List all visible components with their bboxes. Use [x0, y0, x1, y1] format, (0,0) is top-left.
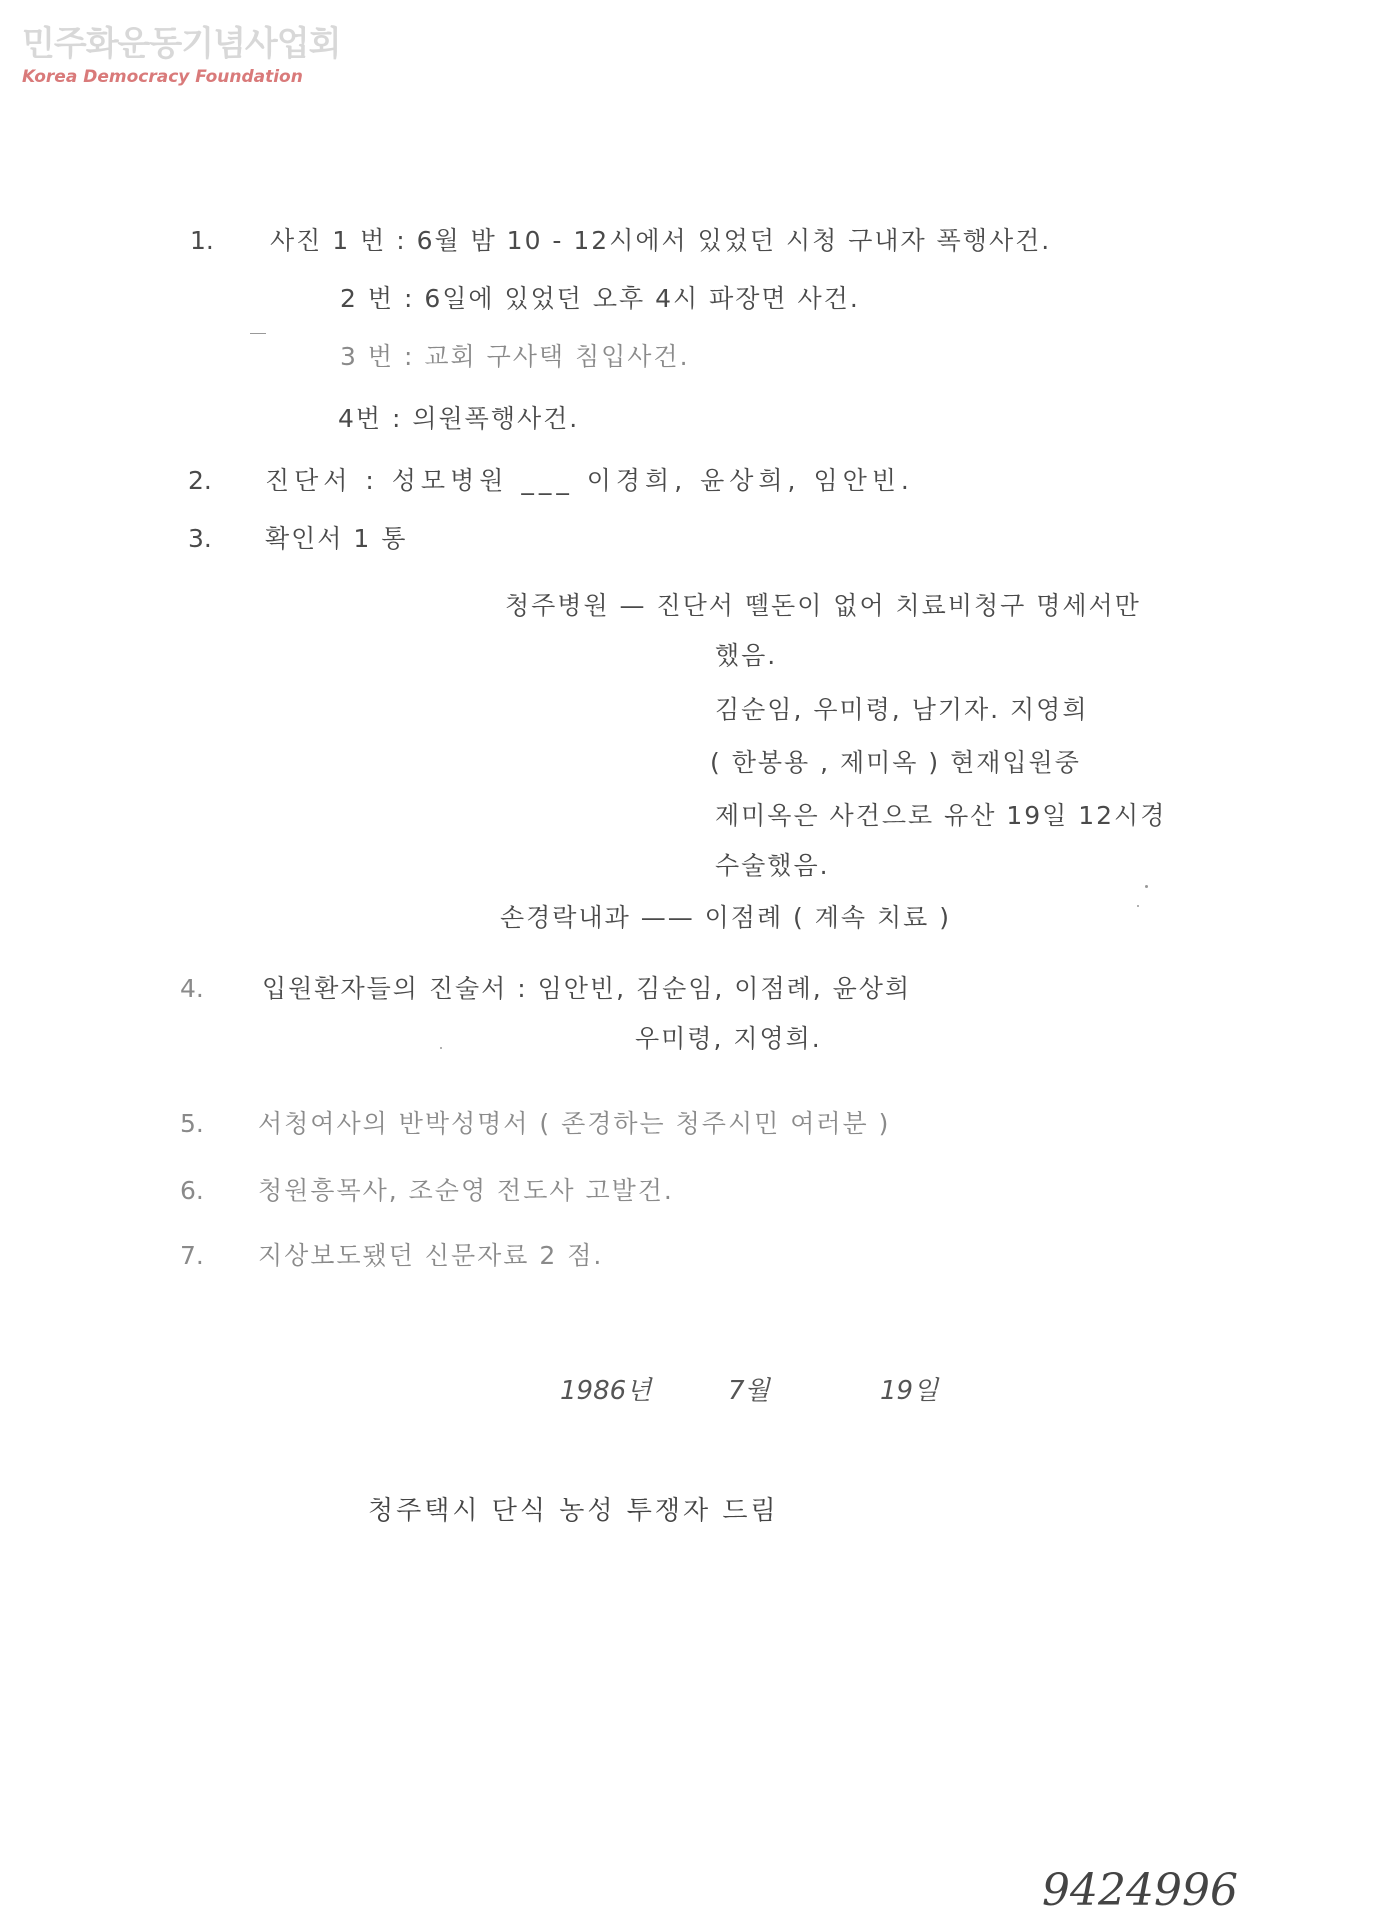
item-4-number: 4.: [180, 974, 204, 1003]
item-3-son-clinic: 손경락내과 —— 이점례 ( 계속 치료 ): [500, 903, 951, 932]
archive-number: 9424996: [1042, 1865, 1238, 1916]
item-4-statements: 입원환자들의 진술서 : 임안빈, 김순임, 이점례, 윤상희: [262, 974, 912, 1003]
item-1-photo-1: 사진 1 번 : 6월 밤 10 - 12시에서 있었던 시청 구내자 폭행사건.: [270, 226, 1052, 255]
watermark-korean: 민주화운동기념사업회: [22, 24, 341, 64]
item-7-number: 7.: [180, 1241, 204, 1270]
item-6-complaint: 청원흥목사, 조순영 전도사 고발건.: [258, 1176, 674, 1205]
signature: 청주택시 단식 농성 투쟁자 드림: [368, 1496, 779, 1526]
scan-speck: [440, 1047, 442, 1049]
item-5-rebuttal: 서청여사의 반박성명서 ( 존경하는 청주시민 여러분 ): [258, 1109, 891, 1138]
item-3-confirmation: 확인서 1 통: [265, 524, 408, 553]
item-3-inpatients: ( 한봉용 , 제미옥 ) 현재입원중: [710, 748, 1081, 777]
item-3-cheongju-hospital-cont: 했음.: [715, 641, 778, 670]
item-2-number: 2.: [188, 466, 212, 495]
date-year: 1986년: [560, 1376, 652, 1406]
item-7-press: 지상보도됐던 신문자료 2 점.: [258, 1241, 604, 1270]
item-3-number: 3.: [188, 524, 212, 553]
date-day: 19일: [880, 1376, 939, 1406]
item-4-statements-cont: 우미령, 지영희.: [635, 1024, 822, 1053]
scan-speck: [1145, 885, 1148, 888]
item-1-photo-3: 3 번 : 교회 구사택 침입사건.: [340, 342, 690, 371]
item-3-surgery: 수술했음.: [715, 851, 830, 880]
scan-speck: [250, 333, 266, 334]
scan-speck: [1137, 905, 1139, 907]
item-1-photo-4: 4번 : 의원폭행사건.: [338, 404, 580, 433]
watermark-english: Korea Democracy Foundation: [22, 67, 303, 87]
item-3-patient-names: 김순임, 우미령, 남기자. 지영희: [715, 695, 1089, 724]
date-month: 7월: [728, 1376, 770, 1406]
item-1-number: 1.: [190, 226, 214, 255]
item-3-cheongju-hospital: 청주병원 — 진단서 뗄돈이 없어 치료비청구 명세서만: [505, 591, 1141, 620]
item-6-number: 6.: [180, 1176, 204, 1205]
item-1-photo-2: 2 번 : 6일에 있었던 오후 4시 파장면 사건.: [340, 284, 860, 313]
item-2-diagnosis: 진단서 : 성모병원 ___ 이경희, 윤상희, 임안빈.: [265, 466, 914, 495]
foundation-watermark: [22, 24, 340, 88]
item-3-miscarriage: 제미옥은 사건으로 유산 19일 12시경: [715, 801, 1167, 830]
item-5-number: 5.: [180, 1109, 204, 1138]
